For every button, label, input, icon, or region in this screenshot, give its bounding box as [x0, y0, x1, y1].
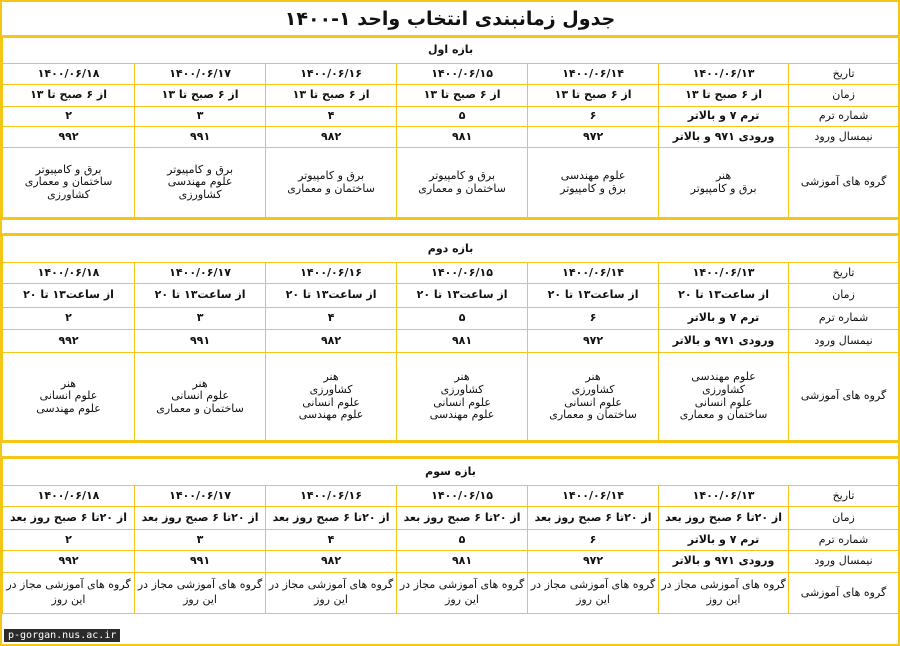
group-item: برق و کامپیوتر: [35, 162, 102, 176]
date-cell: ۱۴۰۰/۰۶/۱۴: [528, 263, 659, 284]
time-cell: از ۲۰تا ۶ صبح روز بعد: [135, 507, 266, 530]
section-3-heading: بازه سوم: [3, 459, 899, 486]
section-2-heading: بازه دوم: [3, 236, 899, 263]
entry-row: [3, 551, 899, 573]
term-cell: ۲: [3, 530, 135, 551]
time-cell: از ساعت۱۳ تا ۲۰: [397, 284, 528, 308]
entry-cell: ۹۸۲: [266, 551, 397, 573]
groups-cell: [3, 148, 135, 218]
section-2-table: [2, 235, 899, 441]
entry-cell: ۹۸۱: [397, 551, 528, 573]
entry-cell: ورودی ۹۷۱ و بالاتر: [659, 127, 789, 148]
group-item: علوم مهندسی: [560, 168, 626, 182]
group-item: هنر: [454, 370, 470, 384]
term-cell: ترم ۷ و بالاتر: [659, 530, 789, 551]
group-item: هنر: [323, 370, 339, 384]
groups-cell: [135, 148, 266, 218]
term-cell: ۶: [528, 308, 659, 330]
group-item: کشاورزی: [47, 187, 91, 201]
time-cell: از ۲۰تا ۶ صبح روز بعد: [3, 507, 135, 530]
entry-cell: ۹۸۱: [397, 330, 528, 353]
entry-row: [3, 330, 899, 353]
section-1-table: [2, 37, 899, 218]
site-watermark: p-gorgan.nus.ac.ir: [4, 629, 120, 642]
date-cell: ۱۴۰۰/۰۶/۱۶: [266, 486, 397, 507]
term-label: شماره ترم: [789, 308, 899, 330]
term-label: شماره ترم: [789, 530, 899, 551]
groups-row: [3, 148, 899, 218]
group-item: برق و کامپیوتر: [429, 168, 496, 182]
date-cell: ۱۴۰۰/۰۶/۱۳: [659, 263, 789, 284]
group-item: هنر: [715, 168, 732, 182]
entry-label: نیمسال ورود: [789, 551, 899, 573]
entry-label: نیمسال ورود: [789, 330, 899, 353]
date-row: [3, 486, 899, 507]
time-cell: از ۲۰تا ۶ صبح روز بعد: [659, 507, 789, 530]
group-item: هنر: [192, 376, 208, 390]
group-item: ساختمان و معماری: [24, 175, 113, 189]
term-cell: ۶: [528, 107, 659, 127]
groups-cell: [135, 353, 266, 441]
group-item: کشاورزی: [440, 382, 484, 396]
group-item: علوم انسانی: [564, 395, 622, 409]
entry-row: [3, 127, 899, 148]
groups-label: گروه های آموزشی: [789, 573, 899, 614]
time-label: زمان: [789, 284, 899, 308]
term-row: [3, 107, 899, 127]
groups-cell: گروه های آموزشی مجاز در این روز: [397, 573, 528, 614]
entry-label: نیمسال ورود: [789, 127, 899, 148]
group-item: علوم مهندسی: [167, 175, 233, 189]
term-row: [3, 530, 899, 551]
time-row: [3, 284, 899, 308]
date-label: تاریخ: [789, 263, 899, 284]
groups-cell: گروه های آموزشی مجاز در این روز: [3, 573, 135, 614]
date-cell: ۱۴۰۰/۰۶/۱۷: [135, 263, 266, 284]
term-cell: ۳: [135, 530, 266, 551]
time-label: زمان: [789, 85, 899, 107]
date-cell: ۱۴۰۰/۰۶/۱۸: [3, 263, 135, 284]
date-cell: ۱۴۰۰/۰۶/۱۷: [135, 486, 266, 507]
time-cell: از ۶ صبح تا ۱۳: [3, 85, 135, 107]
groups-cell: [397, 353, 528, 441]
term-cell: ۲: [3, 308, 135, 330]
term-cell: ۳: [135, 107, 266, 127]
term-cell: ۳: [135, 308, 266, 330]
date-cell: ۱۴۰۰/۰۶/۱۶: [266, 64, 397, 85]
group-item: علوم مهندسی: [691, 370, 756, 384]
entry-cell: ورودی ۹۷۱ و بالاتر: [659, 551, 789, 573]
groups-cell: [397, 148, 528, 218]
entry-cell: ورودی ۹۷۱ و بالاتر: [659, 330, 789, 353]
date-cell: ۱۴۰۰/۰۶/۱۳: [659, 64, 789, 85]
entry-cell: ۹۹۲: [3, 127, 135, 148]
groups-cell: گروه های آموزشی مجاز در این روز: [135, 573, 266, 614]
entry-cell: ۹۷۲: [528, 127, 659, 148]
term-cell: ۴: [266, 530, 397, 551]
groups-cell: گروه های آموزشی مجاز در این روز: [266, 573, 397, 614]
group-item: علوم مهندسی: [298, 408, 364, 422]
group-item: کشاورزی: [571, 382, 615, 396]
group-item: ساختمان و معماری: [287, 181, 375, 195]
time-cell: از ۶ صبح تا ۱۳: [266, 85, 397, 107]
term-row: [3, 308, 899, 330]
entry-cell: ۹۸۱: [397, 127, 528, 148]
entry-cell: ۹۹۲: [3, 330, 135, 353]
entry-cell: ۹۹۱: [135, 330, 266, 353]
group-item: ساختمان و معماری: [679, 408, 768, 422]
date-label: تاریخ: [789, 486, 899, 507]
time-cell: از ساعت۱۳ تا ۲۰: [135, 284, 266, 308]
time-row: [3, 85, 899, 107]
group-item: علوم انسانی: [39, 389, 98, 403]
term-cell: ۵: [397, 308, 528, 330]
section-1-heading: بازه اول: [3, 38, 899, 64]
groups-row: [3, 353, 899, 441]
time-cell: از ساعت۱۳ تا ۲۰: [528, 284, 659, 308]
group-item: علوم مهندسی: [36, 401, 101, 415]
groups-cell: [3, 353, 135, 441]
group-item: هنر: [585, 370, 601, 384]
term-cell: ترم ۷ و بالاتر: [659, 308, 789, 330]
groups-cell: [266, 353, 397, 441]
time-cell: از ۲۰تا ۶ صبح روز بعد: [397, 507, 528, 530]
groups-cell: [528, 353, 659, 441]
groups-cell: گروه های آموزشی مجاز در این روز: [659, 573, 789, 614]
date-cell: ۱۴۰۰/۰۶/۱۳: [659, 486, 789, 507]
groups-cell: [266, 148, 397, 218]
group-item: علوم مهندسی: [429, 408, 495, 422]
date-row: [3, 263, 899, 284]
entry-cell: ۹۸۲: [266, 127, 397, 148]
time-cell: از ۲۰تا ۶ صبح روز بعد: [266, 507, 397, 530]
time-cell: از ۶ صبح تا ۱۳: [397, 85, 528, 107]
term-cell: ۵: [397, 530, 528, 551]
date-cell: ۱۴۰۰/۰۶/۱۷: [135, 64, 266, 85]
group-item: هنر: [60, 376, 77, 390]
date-row: [3, 64, 899, 85]
groups-label: گروه های آموزشی: [789, 353, 899, 441]
group-item: ساختمان و معماری: [156, 401, 244, 415]
groups-cell: گروه های آموزشی مجاز در این روز: [528, 573, 659, 614]
term-cell: ترم ۷ و بالاتر: [659, 107, 789, 127]
entry-cell: ۹۹۱: [135, 551, 266, 573]
entry-cell: ۹۹۲: [3, 551, 135, 573]
group-item: برق و کامپیوتر: [560, 181, 627, 195]
groups-cell: [659, 353, 789, 441]
group-item: کشاورزی: [309, 382, 353, 396]
term-cell: ۵: [397, 107, 528, 127]
group-item: علوم انسانی: [694, 395, 753, 409]
date-cell: ۱۴۰۰/۰۶/۱۶: [266, 263, 397, 284]
groups-cell: [528, 148, 659, 218]
date-label: تاریخ: [789, 64, 899, 85]
groups-label: گروه های آموزشی: [789, 148, 899, 218]
time-cell: از ساعت۱۳ تا ۲۰: [659, 284, 789, 308]
group-item: برق و کامپیوتر: [298, 168, 365, 182]
date-cell: ۱۴۰۰/۰۶/۱۴: [528, 486, 659, 507]
section-divider: [2, 441, 898, 458]
time-cell: از ۶ صبح تا ۱۳: [135, 85, 266, 107]
entry-cell: ۹۹۱: [135, 127, 266, 148]
group-item: ساختمان و معماری: [418, 181, 506, 195]
date-cell: ۱۴۰۰/۰۶/۱۴: [528, 64, 659, 85]
date-cell: ۱۴۰۰/۰۶/۱۸: [3, 64, 135, 85]
group-item: برق و کامپیوتر: [167, 162, 234, 176]
entry-cell: ۹۷۲: [528, 551, 659, 573]
group-item: کشاورزی: [702, 382, 746, 396]
time-cell: از ۶ صبح تا ۱۳: [528, 85, 659, 107]
date-cell: ۱۴۰۰/۰۶/۱۸: [3, 486, 135, 507]
term-cell: ۶: [528, 530, 659, 551]
time-cell: از ساعت۱۳ تا ۲۰: [3, 284, 135, 308]
groups-cell: [659, 148, 789, 218]
term-label: شماره ترم: [789, 107, 899, 127]
group-item: کشاورزی: [178, 187, 222, 201]
date-cell: ۱۴۰۰/۰۶/۱۵: [397, 263, 528, 284]
term-cell: ۲: [3, 107, 135, 127]
time-cell: از ۶ صبح تا ۱۳: [659, 85, 789, 107]
group-item: علوم انسانی: [302, 395, 360, 409]
time-cell: از ساعت۱۳ تا ۲۰: [266, 284, 397, 308]
entry-cell: ۹۸۲: [266, 330, 397, 353]
date-cell: ۱۴۰۰/۰۶/۱۵: [397, 486, 528, 507]
time-row: [3, 507, 899, 530]
group-item: برق و کامپیوتر: [690, 181, 757, 195]
entry-cell: ۹۷۲: [528, 330, 659, 353]
page-title: جدول زمانبندی انتخاب واحد ۱-۱۴۰۰: [2, 2, 898, 37]
time-cell: از ۲۰تا ۶ صبح روز بعد: [528, 507, 659, 530]
group-item: علوم انسانی: [171, 389, 229, 403]
group-item: ساختمان و معماری: [549, 408, 637, 422]
date-cell: ۱۴۰۰/۰۶/۱۵: [397, 64, 528, 85]
term-cell: ۴: [266, 107, 397, 127]
groups-row: [3, 573, 899, 614]
time-label: زمان: [789, 507, 899, 530]
section-3-table: [2, 458, 899, 614]
section-divider: [2, 218, 898, 235]
group-item: علوم انسانی: [433, 395, 491, 409]
term-cell: ۴: [266, 308, 397, 330]
